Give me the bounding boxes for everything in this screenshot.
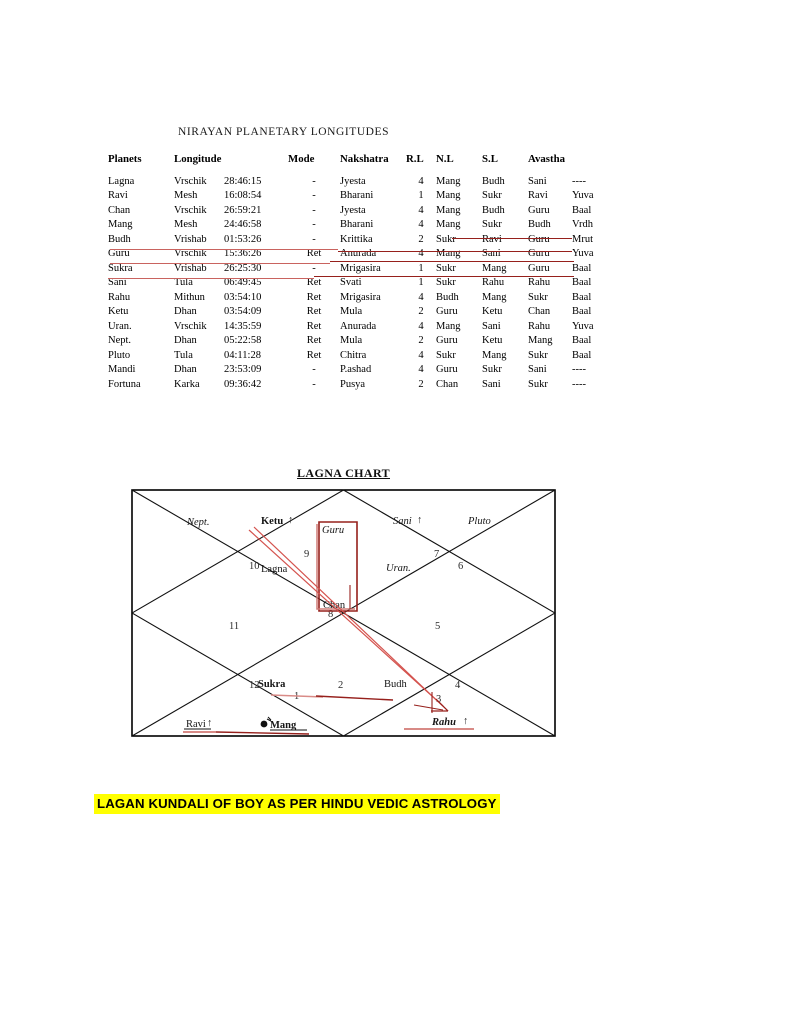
house-number-7: 7 [434,549,440,560]
chart-label-budh: Budh [384,679,407,690]
cell-degree: 05:22:58 [224,335,262,347]
cell-rasi: Dhan [174,364,197,376]
cell-planet: Sani [108,277,127,289]
chart-label-uran: Uran. [386,563,411,574]
column-header-nl: N.L [436,153,454,165]
table-header [108,154,616,177]
cell-planet: Ketu [108,306,129,318]
cell-nl: Mang [436,320,461,332]
cell-degree: 06:49:45 [224,277,262,289]
house-number-4: 4 [455,680,461,691]
cell-planet: Mandi [108,364,136,376]
chart-label-ketu: Ketu [261,516,284,527]
cell-sl: Ravi [482,233,502,245]
cell-sl2: Budh [528,219,551,231]
cell-mode: - [312,364,316,376]
house-number-10: 10 [249,561,260,572]
cell-mode: Ret [306,335,322,347]
cell-nl: Mang [436,204,461,216]
cell-nl: Sukr [436,277,456,289]
table-body [108,177,616,395]
cell-rl: 2 [418,233,424,245]
cell-degree: 23:53:09 [224,364,262,376]
cell-rasi: Vrschik [174,175,207,187]
cell-rasi: Vrschik [174,320,207,332]
cell-nakshatra: Mula [340,306,363,318]
cell-sl2: Sukr [528,378,548,390]
table-row [108,307,616,322]
cell-planet: Uran. [108,320,132,332]
cell-avastha: Yuva [572,190,594,202]
cell-sl2: Sani [528,364,547,376]
cell-degree: 26:25:30 [224,262,262,274]
cell-degree: 14:35:59 [224,320,262,332]
cell-avastha: Baal [572,306,592,318]
column-header-avastha [572,154,616,177]
cell-planet: Ravi [108,190,128,202]
cell-degree: 09:36:42 [224,378,262,390]
cell-mode: Ret [306,277,322,289]
cell-degree: 28:46:15 [224,175,262,187]
cell-sl2: Guru [528,262,550,274]
cell-nakshatra: Jyesta [340,175,366,187]
cell-nakshatra: Chitra [340,349,367,361]
cell-sl2: Rahu [528,277,551,289]
cell-rl: 4 [418,204,424,216]
cell-sl: Mang [482,349,507,361]
cell-mode: Ret [306,291,322,303]
cell-nl: Guru [436,306,458,318]
table-header-row [108,154,616,177]
table-row [108,365,616,380]
mang-bullet-icon [261,721,268,728]
cell-avastha: Baal [572,277,592,289]
cell-sl: Ketu [482,335,503,347]
cell-avastha: Baal [572,204,592,216]
cell-sl: Sukr [482,364,502,376]
cell-rl: 4 [418,364,424,376]
cell-degree: 15:36:26 [224,248,262,260]
cell-sl2: Guru [528,248,550,260]
cell-mode: - [312,219,316,231]
cell-nakshatra: Pusya [340,378,366,390]
cell-sl: Sani [482,320,501,332]
cell-rasi: Vrschik [174,248,207,260]
cell-nl: Mang [436,175,461,187]
cell-sl2: Ravi [528,190,548,202]
cell-rl: 4 [418,175,424,187]
cell-sl: Sukr [482,219,502,231]
cell-rasi: Dhan [174,335,197,347]
cell-rl: 2 [418,306,424,318]
table-row [108,336,616,351]
cell-degree: 24:46:58 [224,219,262,231]
cell-rasi: Mesh [174,190,198,202]
cell-rl: 1 [418,262,424,274]
cell-avastha: Mrut [572,233,593,245]
ketu-arrow-icon: ↑ [288,515,294,526]
cell-sl: Sani [482,248,501,260]
cell-mode: Ret [306,248,322,260]
cell-nl: Budh [436,291,459,303]
cell-nl: Guru [436,335,458,347]
table-row [108,322,616,337]
cell-mode: - [312,204,316,216]
cell-rasi: Vrishab [174,233,207,245]
cell-nl: Sukr [436,262,456,274]
cell-nakshatra: Jyesta [340,204,366,216]
chart-label-rahu: Rahu [432,717,456,728]
sani-arrow-icon: ↑ [417,515,423,526]
cell-sl2: Guru [528,204,550,216]
cell-avastha: ---- [572,378,586,390]
cell-rl: 1 [418,277,424,289]
cell-nakshatra: Mrigasira [340,262,381,274]
table-row [108,380,616,395]
cell-degree: 01:53:26 [224,233,262,245]
cell-planet: Mang [108,219,133,231]
cell-mode: - [312,175,316,187]
cell-rasi: Tula [174,349,193,361]
cell-rl: 2 [418,378,424,390]
table-row [108,293,616,308]
cell-rl: 4 [418,248,424,260]
house-number-12: 12 [249,680,260,691]
cell-nl: Mang [436,190,461,202]
cell-nakshatra: Bharani [340,219,374,231]
house-number-9: 9 [304,549,310,560]
cell-nakshatra: Bharani [340,190,374,202]
chart-label-guru: Guru [322,525,345,536]
cell-degree: 03:54:10 [224,291,262,303]
cell-sl: Mang [482,291,507,303]
cell-sl2: Sani [528,175,547,187]
table-title: NIRAYAN PLANETARY LONGITUDES [178,126,390,138]
house-number-3: 3 [436,694,442,705]
cell-sl: Sukr [482,190,502,202]
column-header-sl: S.L [482,153,498,165]
table-row [108,191,616,206]
cell-mode: - [312,378,316,390]
chart-label-ravi: Ravi [186,719,206,730]
cell-planet: Budh [108,233,131,245]
cell-rasi: Dhan [174,306,197,318]
table-row [108,249,616,264]
cell-rl: 1 [418,190,424,202]
cell-sl: Sani [482,378,501,390]
cell-mode: - [312,190,316,202]
cell-nl: Mang [436,248,461,260]
table-row [108,278,616,293]
cell-nakshatra: Svati [340,277,362,289]
cell-rasi: Karka [174,378,200,390]
cell-planet: Pluto [108,349,131,361]
house-number-8: 8 [328,609,334,620]
table-row [108,351,616,366]
cell-planet: Sukra [108,262,133,274]
cell-rl: 4 [418,291,424,303]
column-header-rl: R.L [406,153,424,165]
lagna-chart-title: LAGNA CHART [297,466,390,480]
cell-rl: 4 [418,349,424,361]
planetary-longitudes-table [108,154,616,394]
cell-rasi: Vrschik [174,204,207,216]
cell-sl2: Guru [528,233,550,245]
cell-rl: 2 [418,335,424,347]
cell-sl: Mang [482,262,507,274]
cell-degree: 16:08:54 [224,190,262,202]
cell-planet: Lagna [108,175,135,187]
cell-avastha: Yuva [572,248,594,260]
chart-label-sani: Sani [393,516,412,527]
cell-rl: 4 [418,320,424,332]
cell-sl2: Sukr [528,291,548,303]
chart-label-chan: Chan [323,600,346,611]
cell-sl: Budh [482,204,505,216]
chart-label-lagna: Lagna [261,564,288,575]
table-row [108,206,616,221]
cell-nakshatra: P.ashad [340,364,372,376]
cell-avastha: Baal [572,335,592,347]
rahu-arrow-icon: ↑ [463,716,469,727]
table-row [108,177,616,192]
house-number-2: 2 [338,680,344,691]
cell-mode: Ret [306,349,322,361]
chart-label-pluto: Pluto [468,516,491,527]
house-number-1: 1 [294,691,300,702]
cell-planet: Rahu [108,291,131,303]
column-header-mode: Mode [288,153,315,165]
cell-mode: - [312,262,316,274]
column-header-spacer [224,154,288,177]
cell-mode: - [312,233,316,245]
cell-sl: Ketu [482,306,503,318]
cell-avastha: Baal [572,262,592,274]
page-caption: LAGAN KUNDALI OF BOY AS PER HINDU VEDIC ASTROLOGY [94,794,500,814]
chart-label-mang: Mang [270,720,297,731]
cell-sl2: Sukr [528,349,548,361]
cell-rasi: Tula [174,277,193,289]
chart-label-sukra: Sukra [258,679,286,690]
cell-planet: Nept. [108,335,132,347]
ravi-arrow-icon: ↑ [207,718,213,729]
cell-nl: Mang [436,219,461,231]
cell-nl: Guru [436,364,458,376]
cell-nakshatra: Krittika [340,233,373,245]
cell-nakshatra: Mrigasira [340,291,381,303]
cell-avastha: ---- [572,364,586,376]
cell-nl: Sukr [436,349,456,361]
cell-nl: Chan [436,378,459,390]
cell-sl: Rahu [482,277,505,289]
cell-degree: 03:54:09 [224,306,262,318]
cell-nl: Sukr [436,233,456,245]
cell-sl2: Chan [528,306,551,318]
cell-sl2: Rahu [528,320,551,332]
cell-rasi: Mesh [174,219,198,231]
table-row [108,264,616,279]
cell-avastha: Baal [572,291,592,303]
cell-planet: Fortuna [108,378,141,390]
cell-mode: Ret [306,306,322,318]
cell-rasi: Vrishab [174,262,207,274]
cell-avastha: Vrdh [572,219,593,231]
house-number-5: 5 [435,621,441,632]
cell-degree: 26:59:21 [224,204,262,216]
column-header-planets: Planets [108,153,142,165]
cell-sl2: Mang [528,335,553,347]
cell-avastha: ---- [572,175,586,187]
lagna-chart [131,489,556,737]
cell-avastha: Yuva [572,320,594,332]
house-number-11: 11 [229,621,240,632]
cell-rl: 4 [418,219,424,231]
cell-nakshatra: Anurada [340,320,377,332]
column-header-nakshatra: Nakshatra [340,153,389,165]
table-row [108,235,616,250]
cell-avastha: Baal [572,349,592,361]
column-header-sl2: Avastha [528,153,565,165]
cell-degree: 04:11:28 [224,349,261,361]
cell-sl: Budh [482,175,505,187]
house-number-6: 6 [458,561,464,572]
cell-nakshatra: Anurada [340,248,377,260]
cell-planet: Chan [108,204,131,216]
cell-rasi: Mithun [174,291,205,303]
chart-label-nept: Nept. [187,517,210,528]
cell-mode: Ret [306,320,322,332]
column-header-longitude: Longitude [174,153,222,165]
cell-planet: Guru [108,248,130,260]
table-row [108,220,616,235]
cell-nakshatra: Mula [340,335,363,347]
